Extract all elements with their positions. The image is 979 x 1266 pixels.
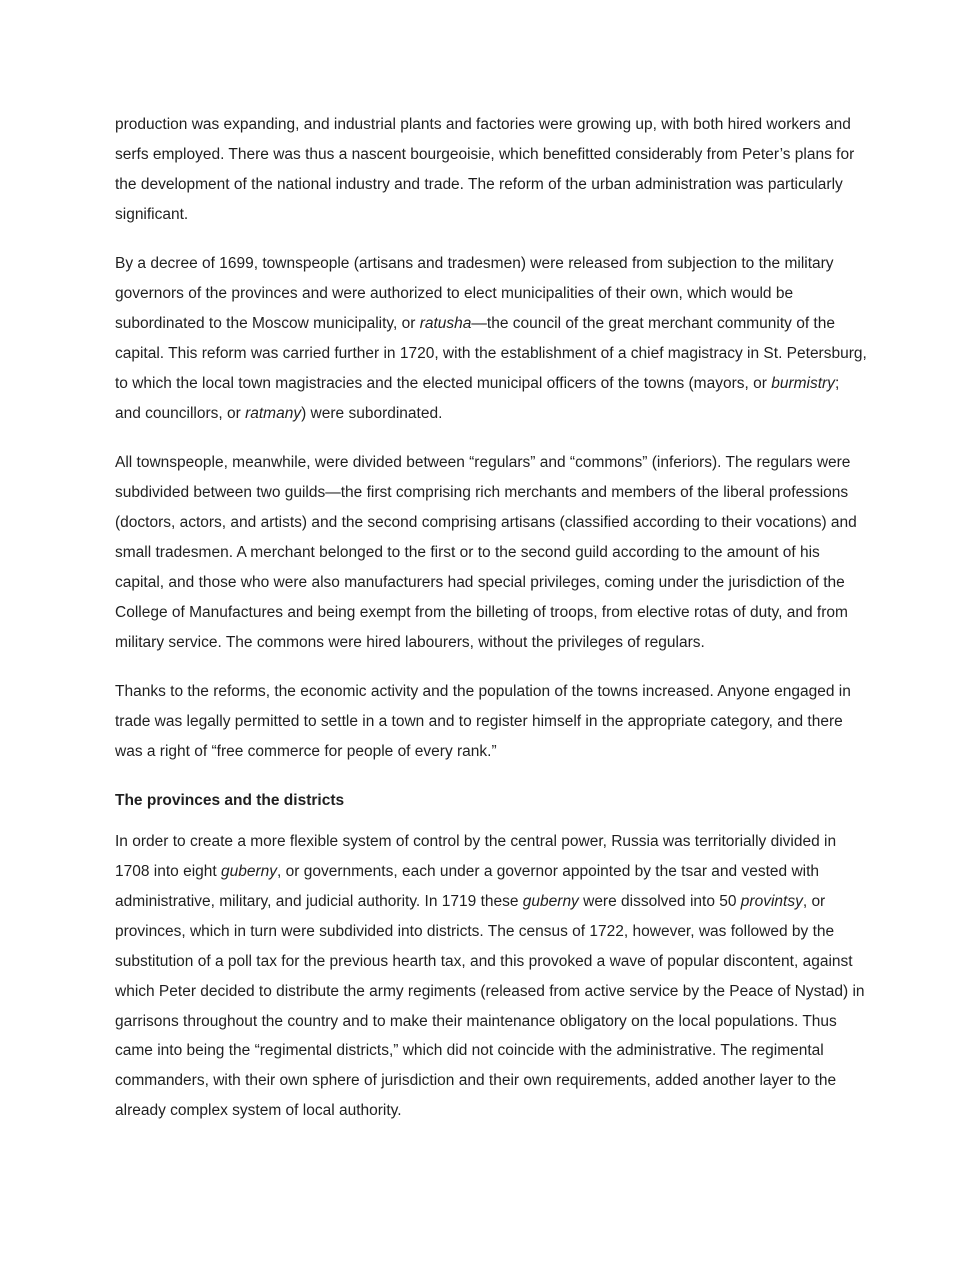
paragraph-text: , or provinces, which in turn were subdivided into districts. The census of 1722, however, was followed by the substitution of a poll tax for the previous hearth tax, and this provoked a wave of popular discontent, against which Peter decided to distribute the army regiments (released from active service by the Peace of Nystad) in garrisons throughout the country and to make their maintenance obligatory on the local populations. Thus came into being the “regimental districts,” which did not coincide with the administrative. The regimental commanders, with their own sphere of jurisdiction and their own requirements, added another layer to the already complex system of local authority.: [115, 892, 865, 1120]
paragraph-decree-1699: [115, 249, 867, 428]
paragraph-text: production was expanding, and industrial plants and factories were growing up, with both hired workers and serfs employed. There was thus a nascent bourgeoisie, which benefitted considerably from Peter’s plans for the development of the national industry and trade. The reform of the urban administration was particularly significant.: [115, 116, 855, 223]
document-page: [115, 110, 867, 1146]
paragraph-text: All townspeople, meanwhile, were divided between “regulars” and “commons” (inferiors). The regulars were subdivided between two guilds—the first comprising rich merchants and members of the liberal professions (doctors, actors, and artists) and the second comprising artisans (classified according to their vocations) and small tradesmen. A merchant belonged to the first or to the second guild according to the amount of his capital, and those who were also manufacturers had special privileges, coming under the jurisdiction of the College of Manufactures and being exempt from the billeting of troops, from elective rotas of duty, and from military service. The commons were hired labourers, without the privileges of regulars.: [115, 454, 857, 651]
italic-term-burmistry: burmistry: [771, 374, 835, 392]
paragraph-townspeople-guilds: [115, 448, 867, 657]
paragraph-provinces-districts: [115, 827, 867, 1126]
section-heading: The provinces and the districts: [115, 792, 345, 810]
paragraph-text: ) were subordinated.: [301, 404, 443, 422]
paragraph-text: Thanks to the reforms, the economic activity and the population of the towns increased. Anyone engaged in trade was legally permitted to settle in a town and to register himself in the appropriate category, and there was a right of “free commerce for people of every rank.”: [115, 682, 851, 760]
paragraph-text: ; and councillors, or: [115, 374, 840, 422]
paragraph-text: , or governments, each under a governor appointed by the tsar and vested with administrative, military, and judicial authority. In 1719 these: [115, 863, 820, 910]
italic-term-ratmany: ratmany: [245, 404, 302, 422]
italic-term-guberny: guberny: [522, 892, 579, 910]
italic-term-guberny: guberny: [221, 863, 278, 881]
paragraph-text: In order to create a more flexible system of control by the central power, Russia was territorially divided in 1708 into eight: [115, 833, 837, 881]
paragraph-text: —the council of the great merchant community of the capital. This reform was carried further in 1720, with the establishment of a chief magistracy in St. Petersburg, to which the local town magistracies and the elected municipal officers of the towns (mayors, or: [115, 314, 867, 392]
italic-term-ratusha: ratusha: [419, 314, 472, 332]
paragraph-text: By a decree of 1699, townspeople (artisans and tradesmen) were released from subjection to the military governors of the provinces and were authorized to elect municipalities of their own, which would be subordinated to the Moscow municipality, or: [115, 255, 834, 332]
paragraph-reforms-effects: [115, 677, 867, 767]
paragraph-urban-production: [115, 110, 867, 230]
paragraph-text: were dissolved into 50: [578, 892, 741, 910]
italic-term-provintsy: provintsy: [740, 892, 803, 910]
